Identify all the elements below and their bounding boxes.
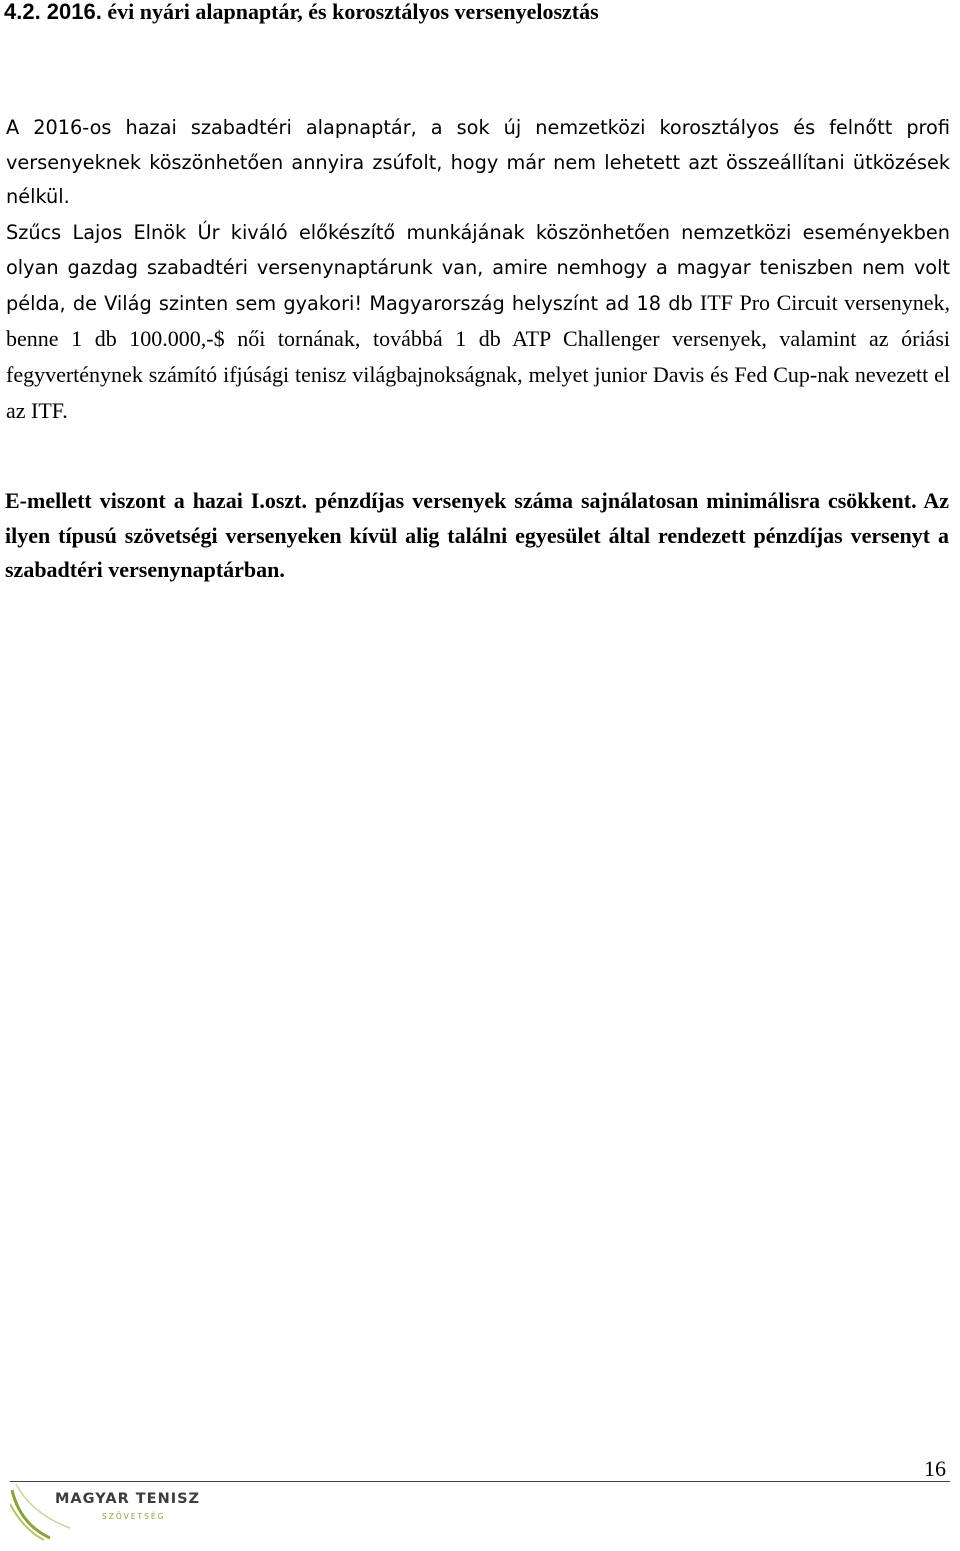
paragraph-international-events <box>6 215 950 429</box>
footer-logo <box>10 1484 230 1542</box>
page-number: 16 <box>924 1456 946 1481</box>
footer-divider <box>10 1481 950 1482</box>
logo-text: MAGYAR TENISZ <box>55 1491 201 1507</box>
paragraph-international-events-sans: Szűcs Lajos Elnök Úr kiváló előkészítő munkájának köszönhetően nemzetközi eseményekben olyan gazdag szabadtéri versenynaptárunk van, amire nemhogy a magyar teniszben nem volt példa, de Világ szinten sem gyakori! Magyarország helyszínt ad 18 db <box>6 221 950 315</box>
paragraph-intro: A 2016-os hazai szabadtéri alapnaptár, a sok új nemzetközi korosztályos és felnőtt profi versenyeknek köszönhetően annyira zsúfolt, hogy már nem lehetett azt összeállítani ütközések nélkül. <box>6 116 950 208</box>
section-title: évi nyári alapnaptár, és korosztályos versenyelosztás <box>107 0 599 24</box>
paragraph-international-events-serif: ITF Pro Circuit versenynek, benne 1 db 100.000,-$ női tornának, továbbá 1 db ATP Challenger versenyek, valamint az óriási fegyverténynek számító ifjúsági tenisz világbajnokságnak, melyet junior Davis és Fed Cup-nak nevezett el az ITF. <box>6 290 950 423</box>
logo-subtext: SZÖVETSÉG <box>102 1512 166 1521</box>
paragraph-prize-tournaments: E-mellett viszont a hazai I.oszt. pénzdíjas versenyek száma sajnálatosan minimálisra csökkent. Az ilyen típusú szövetségi versenyeken kívül alig találni egyesület által rendezett pénzdíjas versenyt a szabadtéri versenynaptárban. <box>5 488 949 582</box>
section-number: 4.2. 2016. <box>4 0 102 24</box>
section-heading <box>4 0 944 26</box>
